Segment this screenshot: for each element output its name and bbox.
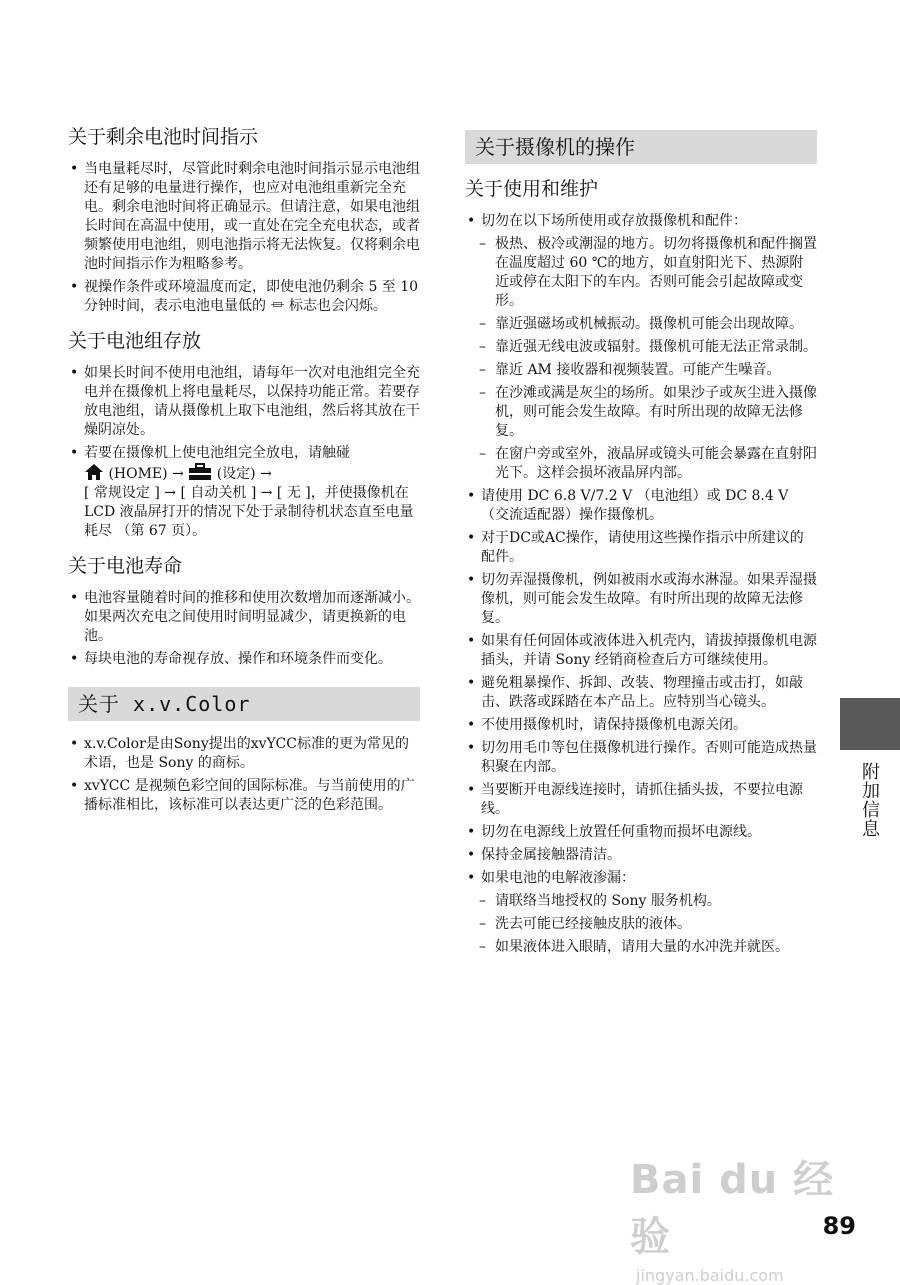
discharge-text-2: [ 常规设定 ] → [ 自动关机 ] → [ 无 ]，并使摄像机在 LCD 液晶屏打开的情况下处于录制待机状态直至电量耗尽 （第 67 页）。 (84, 485, 414, 539)
sub-list-item: – 极热、极冷或潮湿的地方。切勿将摄像机和配件搁置在温度超过 60 ℃的地方，如直射阳光下、热源附近或停在太阳下的车内。否则可能会引起故障或变形。 (465, 235, 817, 311)
list-item: • x.v.Color是由Sony提出的xvYCC标准的更为常见的术语，也是 Sony 的商标。 (68, 735, 420, 773)
home-icon (84, 463, 104, 481)
discharge-text-1: 若要在摄像机上使电池组完全放电，请触碰 (84, 445, 350, 461)
list-item: • 每块电池的寿命视存放、操作和环境条件而变化。 (68, 650, 420, 669)
list-item: • 切勿在电源线上放置任何重物而损坏电源线。 (465, 823, 817, 842)
right-column (465, 130, 817, 961)
banner-camera-operation: 关于摄像机的操作 (465, 130, 817, 164)
sub-list-item: – 在沙滩或满是灰尘的场所。如果沙子或灰尘进入摄像机，则可能会发生故障。有时所出现的故障无法修复。 (465, 384, 817, 441)
arrow-2: → (260, 466, 272, 482)
sub-list-item: – 请联络当地授权的 Sony 服务机构。 (465, 892, 817, 911)
list-item: • 如果电池的电解液渗漏： (465, 869, 817, 888)
use-maintenance-list (465, 212, 817, 957)
settings-label: (设定) (216, 466, 256, 482)
list-item: • 视操作条件或环境温度而定，即使电池仍剩余 5 至 10 分钟时间，表示电池电量低的 ⏛ 标志也会闪烁。 (68, 278, 420, 316)
list-item-discharge (68, 444, 420, 541)
list-item: • 当电量耗尽时，尽管此时剩余电池时间指示显示电池组还有足够的电量进行操作，也应对电池组重新完全充电。剩余电池时间将正确显示。但请注意，如果电池组长时间在高温中使用，或一直处在完全充电状态，或者频繁使用电池组，则电池指示将无法恢复。仅将剩余电池时间指示作为粗略参考。 (68, 160, 420, 274)
heading-battery-life: 关于电池寿命 (68, 555, 183, 577)
list-item: • 当要断开电源线连接时，请抓住插头拔，不要拉电源线。 (465, 781, 817, 819)
heading-battery-storage: 关于电池组存放 (68, 330, 202, 352)
arrow-1: → (172, 466, 184, 482)
side-tab-label: 附加信息 (859, 762, 880, 838)
banner-xvcolor: 关于 x.v.Color (68, 687, 420, 721)
home-label: (HOME) (108, 466, 168, 482)
page-number: 89 (822, 1212, 856, 1240)
list-item: • 切勿弄湿摄像机，例如被雨水或海水淋湿。如果弄湿摄像机，则可能会发生故障。有时所出现的故障无法修复。 (465, 571, 817, 628)
heading-battery-time-indicator: 关于剩余电池时间指示 (68, 126, 259, 148)
list-item: • 切勿用毛巾等包住摄像机进行操作。否则可能造成热量积聚在内部。 (465, 739, 817, 777)
left-column (68, 118, 420, 819)
list-item: • 避免粗暴操作、拆卸、改装、物理撞击或击打，如敲击、跌落或踩踏在本产品上。应特别当心镜头。 (465, 674, 817, 712)
list-item: • 对于DC或AC操作，请使用这些操作指示中所建议的配件。 (465, 529, 817, 567)
sub-list-item: – 靠近强无线电波或辐射。摄像机可能无法正常录制。 (465, 338, 817, 357)
sub-list-item: – 洗去可能已经接触皮肤的液体。 (465, 915, 817, 934)
heading-use-maintenance: 关于使用和维护 (465, 178, 599, 200)
sub-list-item: – 在窗户旁或室外，液晶屏或镜头可能会暴露在直射阳光下。这样会损坏液晶屏内部。 (465, 445, 817, 483)
list-item: • 如果长时间不使用电池组，请每年一次对电池组完全充电并在摄像机上将电量耗尽，以保持功能正常。若要存放电池组，请从摄像机上取下电池组，然后将其放在干燥阴凉处。 (68, 364, 420, 440)
list-item: • 切勿在以下场所使用或存放摄像机和配件： (465, 212, 817, 231)
battery-time-list (68, 160, 420, 316)
watermark-logo: Bai du 经验 (630, 1157, 835, 1260)
sub-list-item: – 如果液体进入眼睛，请用大量的水冲洗并就医。 (465, 938, 817, 957)
list-item: • 不使用摄像机时，请保持摄像机电源关闭。 (465, 716, 817, 735)
sub-list-item: – 靠近强磁场或机械振动。摄像机可能会出现故障。 (465, 315, 817, 334)
watermark-url: jingyan.baidu.com (636, 1266, 784, 1285)
list-item: • 如果有任何固体或液体进入机壳内，请拔掉摄像机电源插头，并请 Sony 经销商检查后方可继续使用。 (465, 632, 817, 670)
sub-list-item: – 靠近 AM 接收器和视频装置。可能产生噪音。 (465, 361, 817, 380)
xvcolor-list (68, 735, 420, 815)
battery-life-list (68, 589, 420, 669)
toolbox-icon (188, 463, 212, 481)
list-item: • 请使用 DC 6.8 V/7.2 V （电池组）或 DC 8.4 V （交流适配器）操作摄像机。 (465, 487, 817, 525)
list-item: • 保持金属接触器清洁。 (465, 846, 817, 865)
list-item: • xvYCC 是视频色彩空间的国际标准。与当前使用的广播标准相比，该标准可以表达更广泛的色彩范围。 (68, 777, 420, 815)
battery-storage-list (68, 364, 420, 541)
list-item: • 电池容量随着时间的推移和使用次数增加而逐渐减小。如果两次充电之间使用时间明显减少，请更换新的电池。 (68, 589, 420, 646)
side-tab-marker (840, 698, 900, 750)
